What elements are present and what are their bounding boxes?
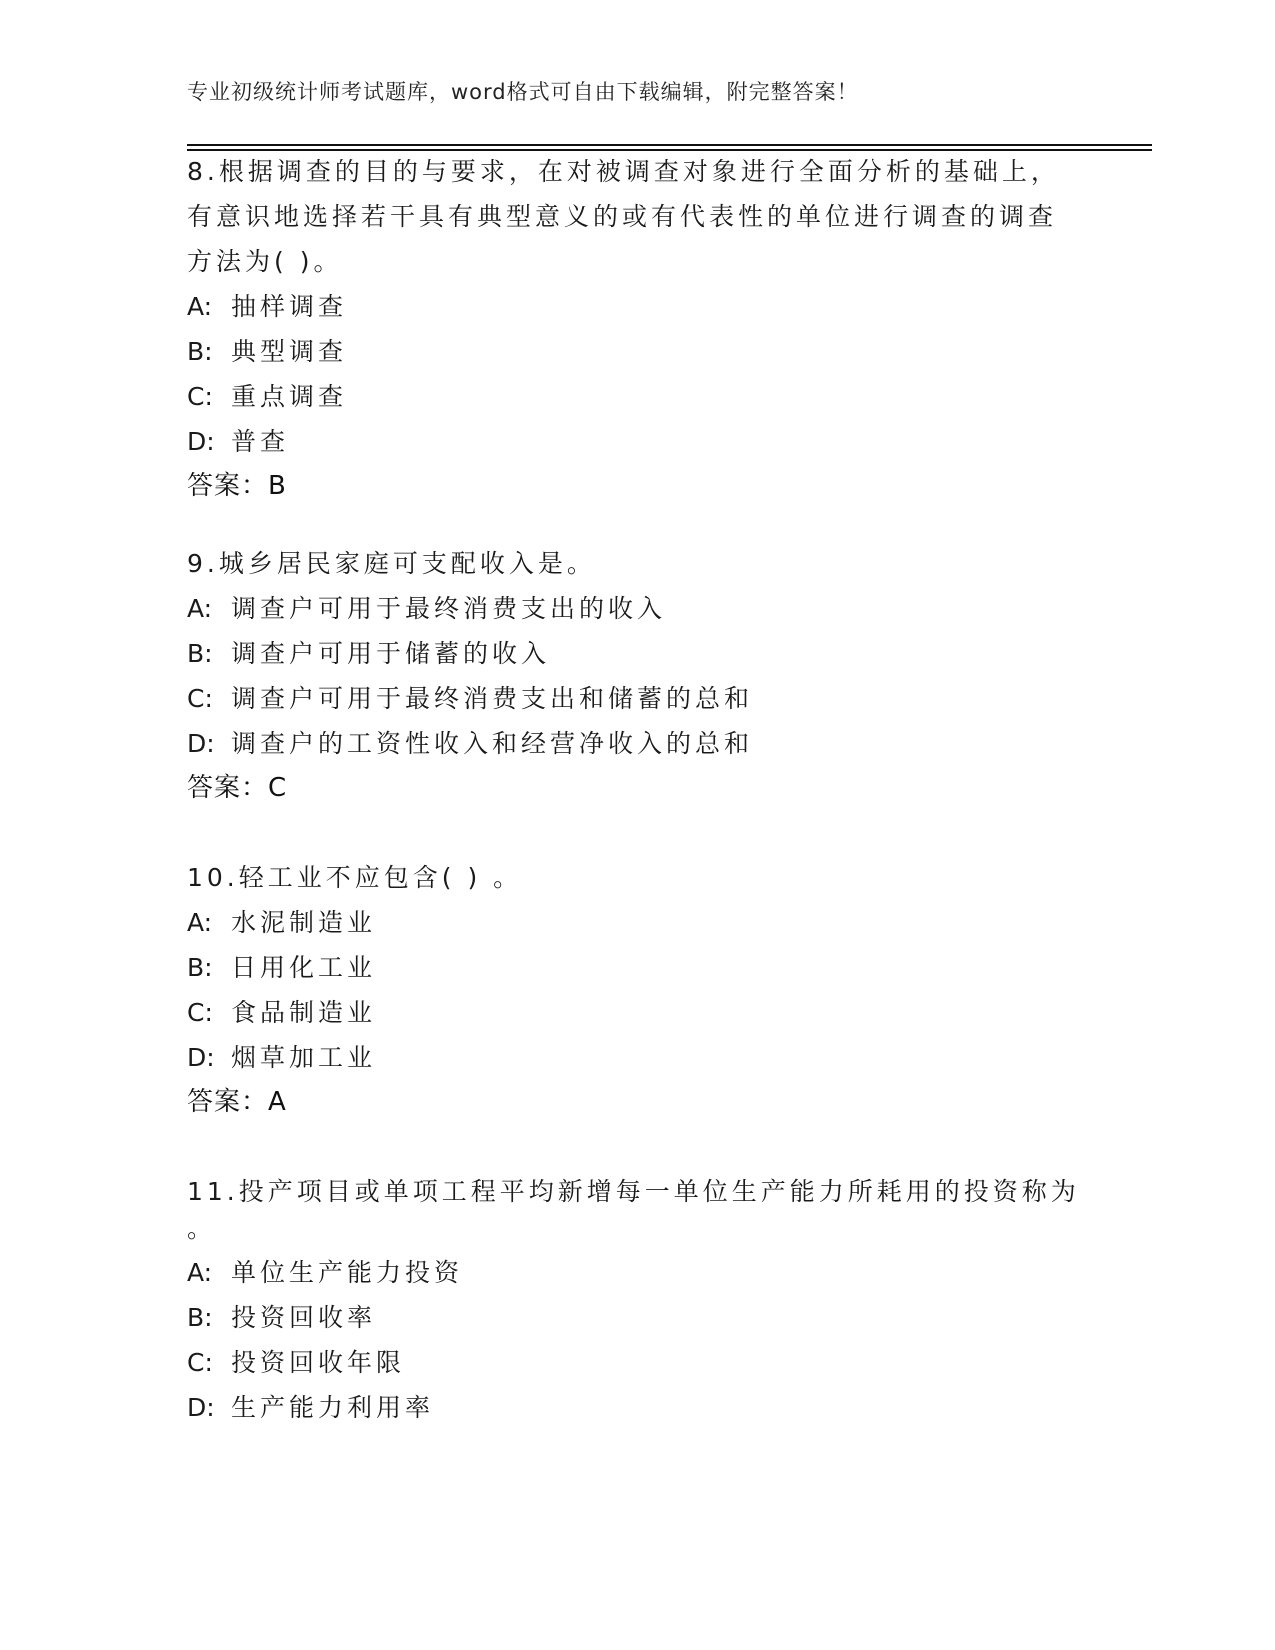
option-text: 调查户可用于最终消费支出和储蓄的总和 [231,684,754,713]
option-key: B: [187,639,213,668]
option-text: 抽样调查 [231,292,348,321]
option-key: D: [187,427,215,456]
option-c [187,1340,1087,1385]
document-header: 专业初级统计师考试题库，word格式可自由下载编辑，附完整答案！ [187,80,859,104]
question-stem-line: 11.投产项目或单项工程平均新增每一单位生产能力所耗用的投资称为 [187,1177,1080,1206]
option-text: 食品制造业 [231,998,377,1027]
option-text: 生产能力利用率 [231,1393,435,1422]
question-10 [187,855,1087,1125]
answer: 答案：B [187,471,287,501]
option-key: A: [187,594,213,623]
question-stem-line: 9.城乡居民家庭可支配收入是。 [187,549,596,578]
option-key: C: [187,1348,213,1377]
option-a [187,900,1087,945]
option-text: 重点调查 [231,382,348,411]
option-key: B: [187,1303,213,1332]
option-text: 典型调查 [231,337,348,366]
option-text: 调查户可用于最终消费支出的收入 [231,594,667,623]
question-9 [187,541,1087,811]
header-divider-top [187,144,1152,146]
option-key: C: [187,998,213,1027]
question-stem-line: 。 [187,1214,217,1243]
option-c [187,676,1087,721]
option-key: C: [187,684,213,713]
option-a [187,284,1087,329]
option-key: A: [187,292,213,321]
option-d [187,1035,1087,1080]
option-d [187,721,1087,766]
option-key: C: [187,382,213,411]
question-stem-line: 方法为( )。 [187,247,343,276]
option-b [187,631,1087,676]
option-d [187,1385,1087,1430]
option-key: A: [187,1258,213,1287]
option-b [187,329,1087,374]
question-stem-line: 10.轻工业不应包含( ) 。 [187,863,523,892]
option-a [187,1250,1087,1295]
option-text: 调查户可用于储蓄的收入 [231,639,551,668]
option-text: 投资回收年限 [231,1348,406,1377]
answer: 答案：C [187,773,288,803]
option-c [187,990,1087,1035]
option-text: 水泥制造业 [231,908,377,937]
option-key: D: [187,1393,215,1422]
option-text: 烟草加工业 [231,1043,377,1072]
option-a [187,586,1087,631]
option-d [187,419,1087,464]
option-text: 普查 [231,427,290,456]
option-key: D: [187,729,215,758]
answer: 答案：A [187,1087,287,1117]
option-key: B: [187,953,213,982]
option-key: A: [187,908,213,937]
option-text: 单位生产能力投资 [231,1258,464,1287]
question-11 [187,1169,1087,1430]
option-c [187,374,1087,419]
option-key: B: [187,337,213,366]
question-stem-line: 有意识地选择若干具有典型意义的或有代表性的单位进行调查的调查 [187,202,1058,231]
option-text: 调查户的工资性收入和经营净收入的总和 [231,729,754,758]
option-text: 日用化工业 [231,953,377,982]
option-key: D: [187,1043,215,1072]
question-8 [187,149,1087,509]
option-b [187,1295,1087,1340]
question-stem-line: 8.根据调查的目的与要求，在对被调查对象进行全面分析的基础上， [187,157,1060,186]
option-text: 投资回收率 [231,1303,377,1332]
option-b [187,945,1087,990]
